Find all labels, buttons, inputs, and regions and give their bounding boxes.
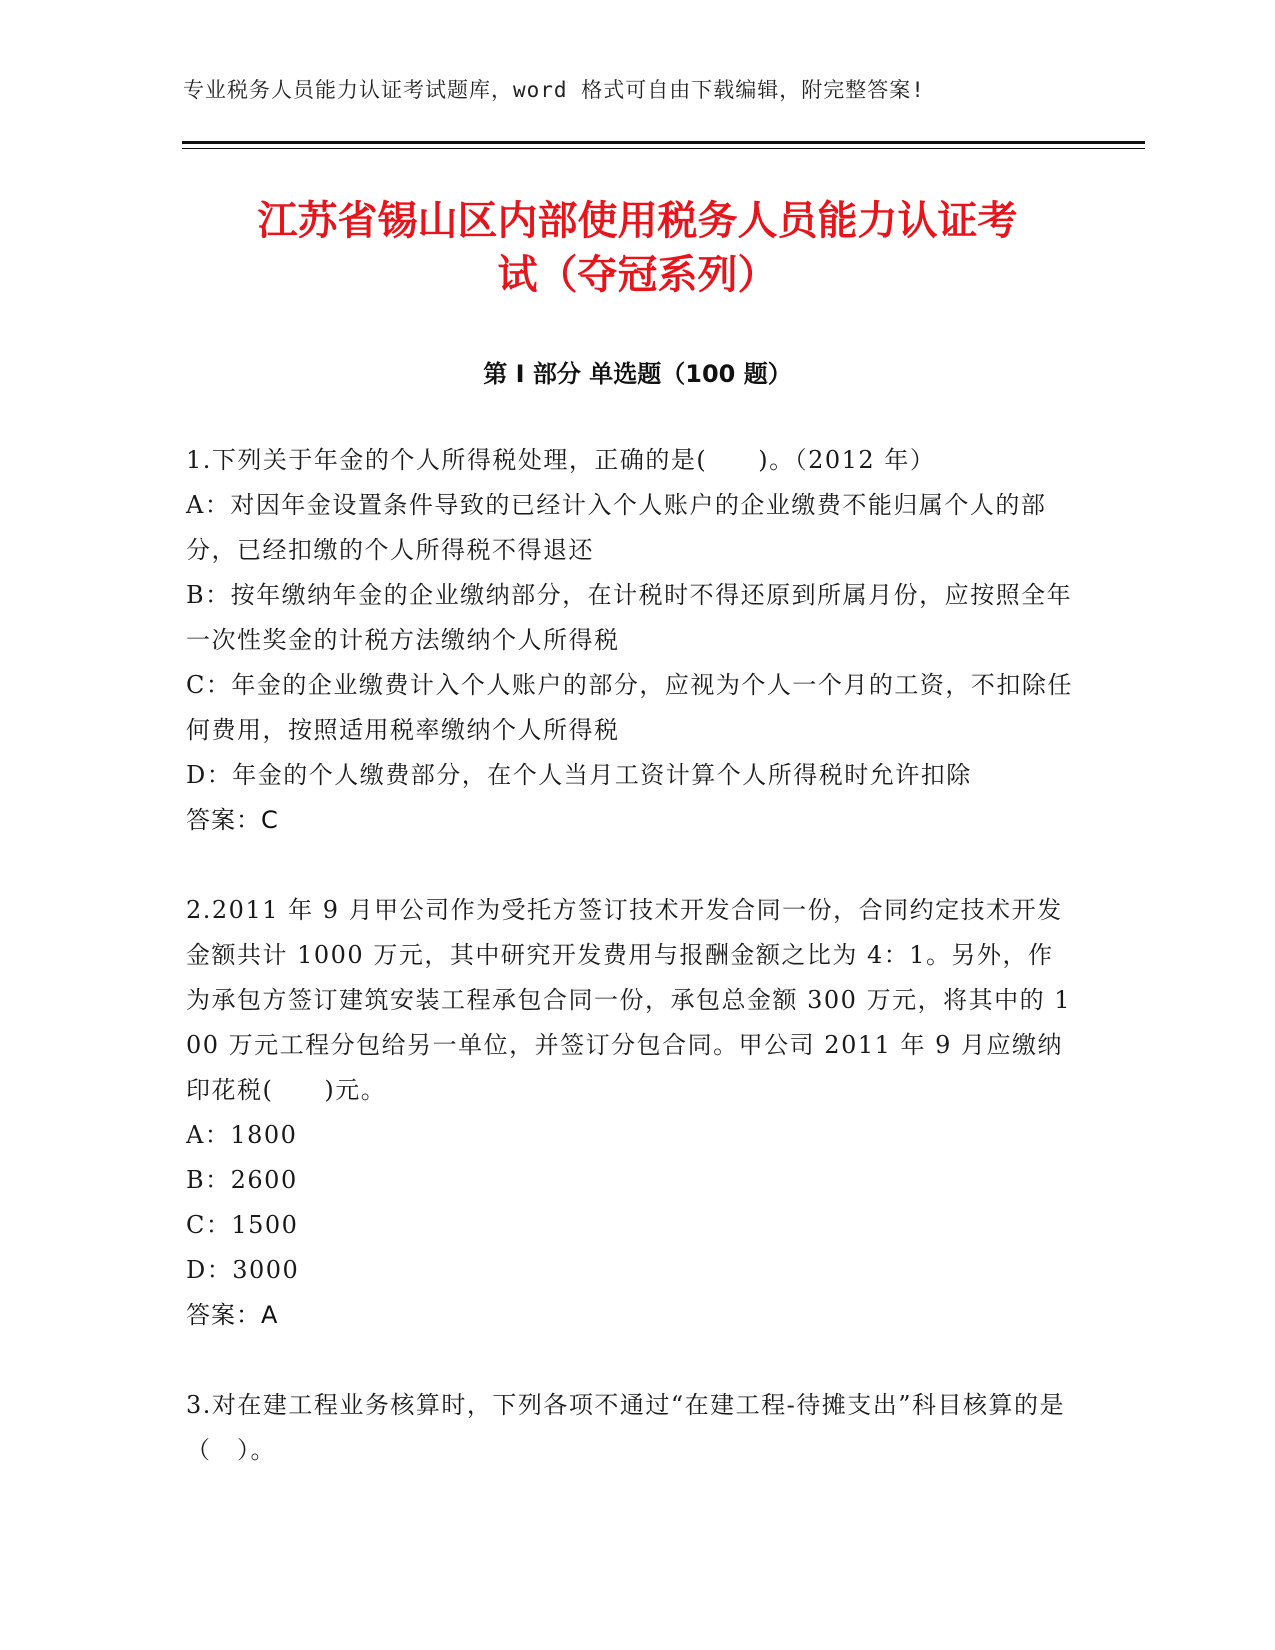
question-3 xyxy=(186,1383,1076,1473)
header-note: 专业税务人员能力认证考试题库，word 格式可自由下载编辑，附完整答案! xyxy=(183,78,925,102)
question-list xyxy=(186,438,1076,1518)
option-d: D：3000 xyxy=(186,1256,300,1284)
document-title-line-2: 试（夺冠系列） xyxy=(497,252,778,298)
question-text: 3.对在建工程业务核算时，下列各项不通过“在建工程-待摊支出”科目核算的是（ ）。 xyxy=(186,1391,1066,1464)
question-2 xyxy=(186,888,1076,1338)
section-title: 第 I 部分 单选题（100 题） xyxy=(483,360,792,388)
document-title-line-1: 江苏省锡山区内部使用税务人员能力认证考 xyxy=(257,198,1018,244)
option-b: B：按年缴纳年金的企业缴纳部分，在计税时不得还原到所属月份，应按照全年一次性奖金的计税方法缴纳个人所得税 xyxy=(186,581,1073,654)
header-rule-thick xyxy=(182,141,1145,144)
option-c: C：年金的企业缴费计入个人账户的部分，应视为个人一个月的工资，不扣除任何费用，按照适用税率缴纳个人所得税 xyxy=(186,671,1073,744)
option-b: B：2600 xyxy=(186,1166,298,1194)
question-text: 2.2011 年 9 月甲公司作为受托方签订技术开发合同一份，合同约定技术开发金额共计 1000 万元，其中研究开发费用与报酬金额之比为 4：1。另外，作为承包方签订建筑安装工程承包合同一份，承包总金额 300 万元，将其中的 100 万元工程分包给另一单位，并签订分包合同。甲公司 2011 年 9 月应缴纳印花税( )元。 xyxy=(186,896,1071,1104)
document-title xyxy=(150,194,1125,302)
option-a: A：1800 xyxy=(186,1121,298,1149)
option-c: C：1500 xyxy=(186,1211,299,1239)
option-d: D：年金的个人缴费部分，在个人当月工资计算个人所得税时允许扣除 xyxy=(186,761,972,789)
answer-label: 答案：A xyxy=(186,1301,279,1329)
header-rule-thin xyxy=(182,148,1145,149)
answer-label: 答案：C xyxy=(186,806,279,834)
option-a: A：对因年金设置条件导致的已经计入个人账户的企业缴费不能归属个人的部分，已经扣缴的个人所得税不得退还 xyxy=(186,491,1047,564)
question-1 xyxy=(186,438,1076,843)
question-text: 1.下列关于年金的个人所得税处理，正确的是( )。（2012 年） xyxy=(186,446,936,474)
